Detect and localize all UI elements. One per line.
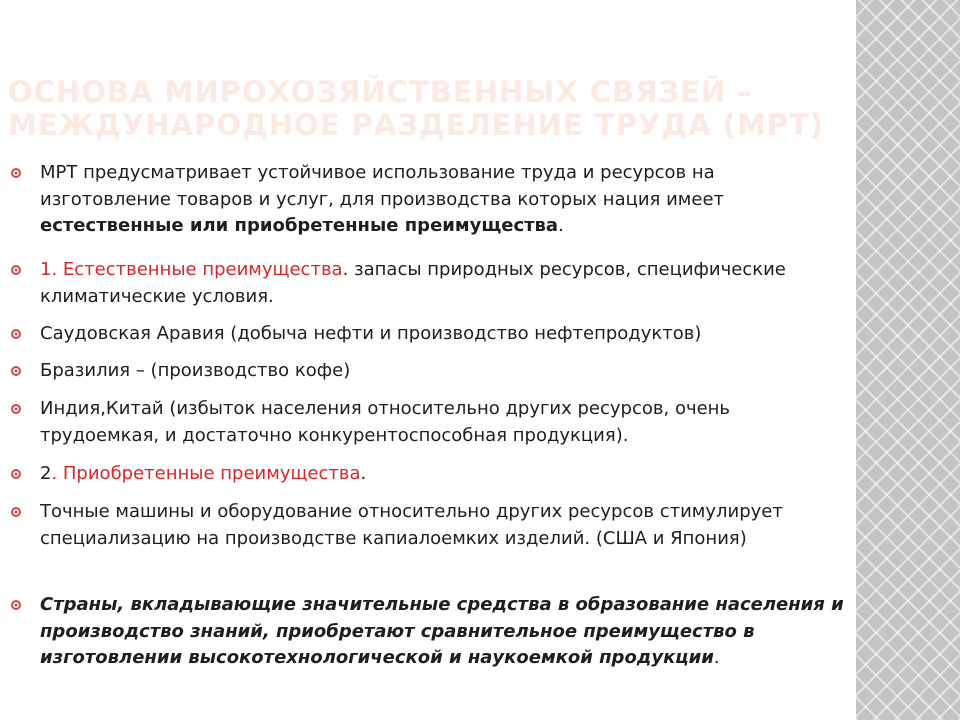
bullet-body: . запасы природных ресурсов, специфические климатические условия. (40, 259, 786, 307)
bullet-red-heading: 1. Естественные преимущества (40, 259, 343, 280)
bullet-ring-icon (11, 265, 21, 275)
bullet-ring-icon (11, 168, 21, 178)
bullet-ring-icon (11, 366, 21, 376)
bullet-item-brazil (0, 358, 856, 385)
bullet-item-acquired-advantages (0, 461, 856, 488)
bullet-red-heading: . Приобретенные преимущества (51, 463, 361, 484)
bullet-text: Саудовская Аравия (добыча нефти и производство нефтепродуктов) (40, 323, 702, 344)
bullet-bold-italic-body: Страны, вкладывающие значительные средства в образование населения и производство знаний, приобретают сравнительное преимущество в изготовлении высокотехнологической и наукоемкой продукции (40, 594, 844, 668)
bullet-text (40, 257, 846, 310)
bullet-number: 2 (40, 463, 52, 484)
bullet-text: Точные машины и оборудование относительно других ресурсов стимулирует специализацию на производстве капиалоемких изделий. (США и Япония) (40, 501, 783, 549)
bullet-item-india-china (0, 396, 856, 449)
slide-title (8, 76, 848, 142)
bullet-item-education-investment (0, 592, 856, 672)
bullet-end: . (558, 215, 564, 236)
bullet-item-precision-machines (0, 499, 856, 552)
bullet-text (40, 461, 846, 488)
bullet-text (40, 160, 846, 240)
bullet-end: . (360, 463, 367, 484)
bullet-text (40, 592, 846, 672)
bullet-text: Бразилия – (производство кофе) (40, 360, 351, 381)
bullet-ring-icon (11, 404, 21, 414)
bullet-item-saudi-arabia (0, 321, 856, 348)
bullet-body: МРТ предусматривает устойчивое использование труда и ресурсов на изготовление товаров и услуг, для производства которых нация имеет (40, 162, 725, 210)
slide-title-line-1: ОСНОВА МИРОХОЗЯЙСТВЕННЫХ СВЯЗЕЙ – (8, 75, 753, 109)
bullet-ring-icon (11, 329, 21, 339)
slide-title-line-2: МЕЖДУНАРОДНОЕ РАЗДЕЛЕНИЕ ТРУДА (МРТ) (8, 108, 825, 142)
bullet-ring-icon (11, 507, 21, 517)
bullet-end: . (713, 647, 720, 668)
bullet-ring-icon (11, 469, 21, 479)
bullet-bold-phrase: естественные или приобретенные преимущества (40, 215, 559, 236)
decorative-side-panel (856, 0, 960, 720)
bullet-item-mrt (0, 160, 856, 240)
bullet-ring-icon (11, 600, 21, 610)
bullet-item-natural-advantages (0, 257, 856, 310)
bullet-text: Индия,Китай (избыток населения относительно других ресурсов, очень трудоемкая, и достаточно конкурентоспособная продукция). (40, 398, 731, 446)
